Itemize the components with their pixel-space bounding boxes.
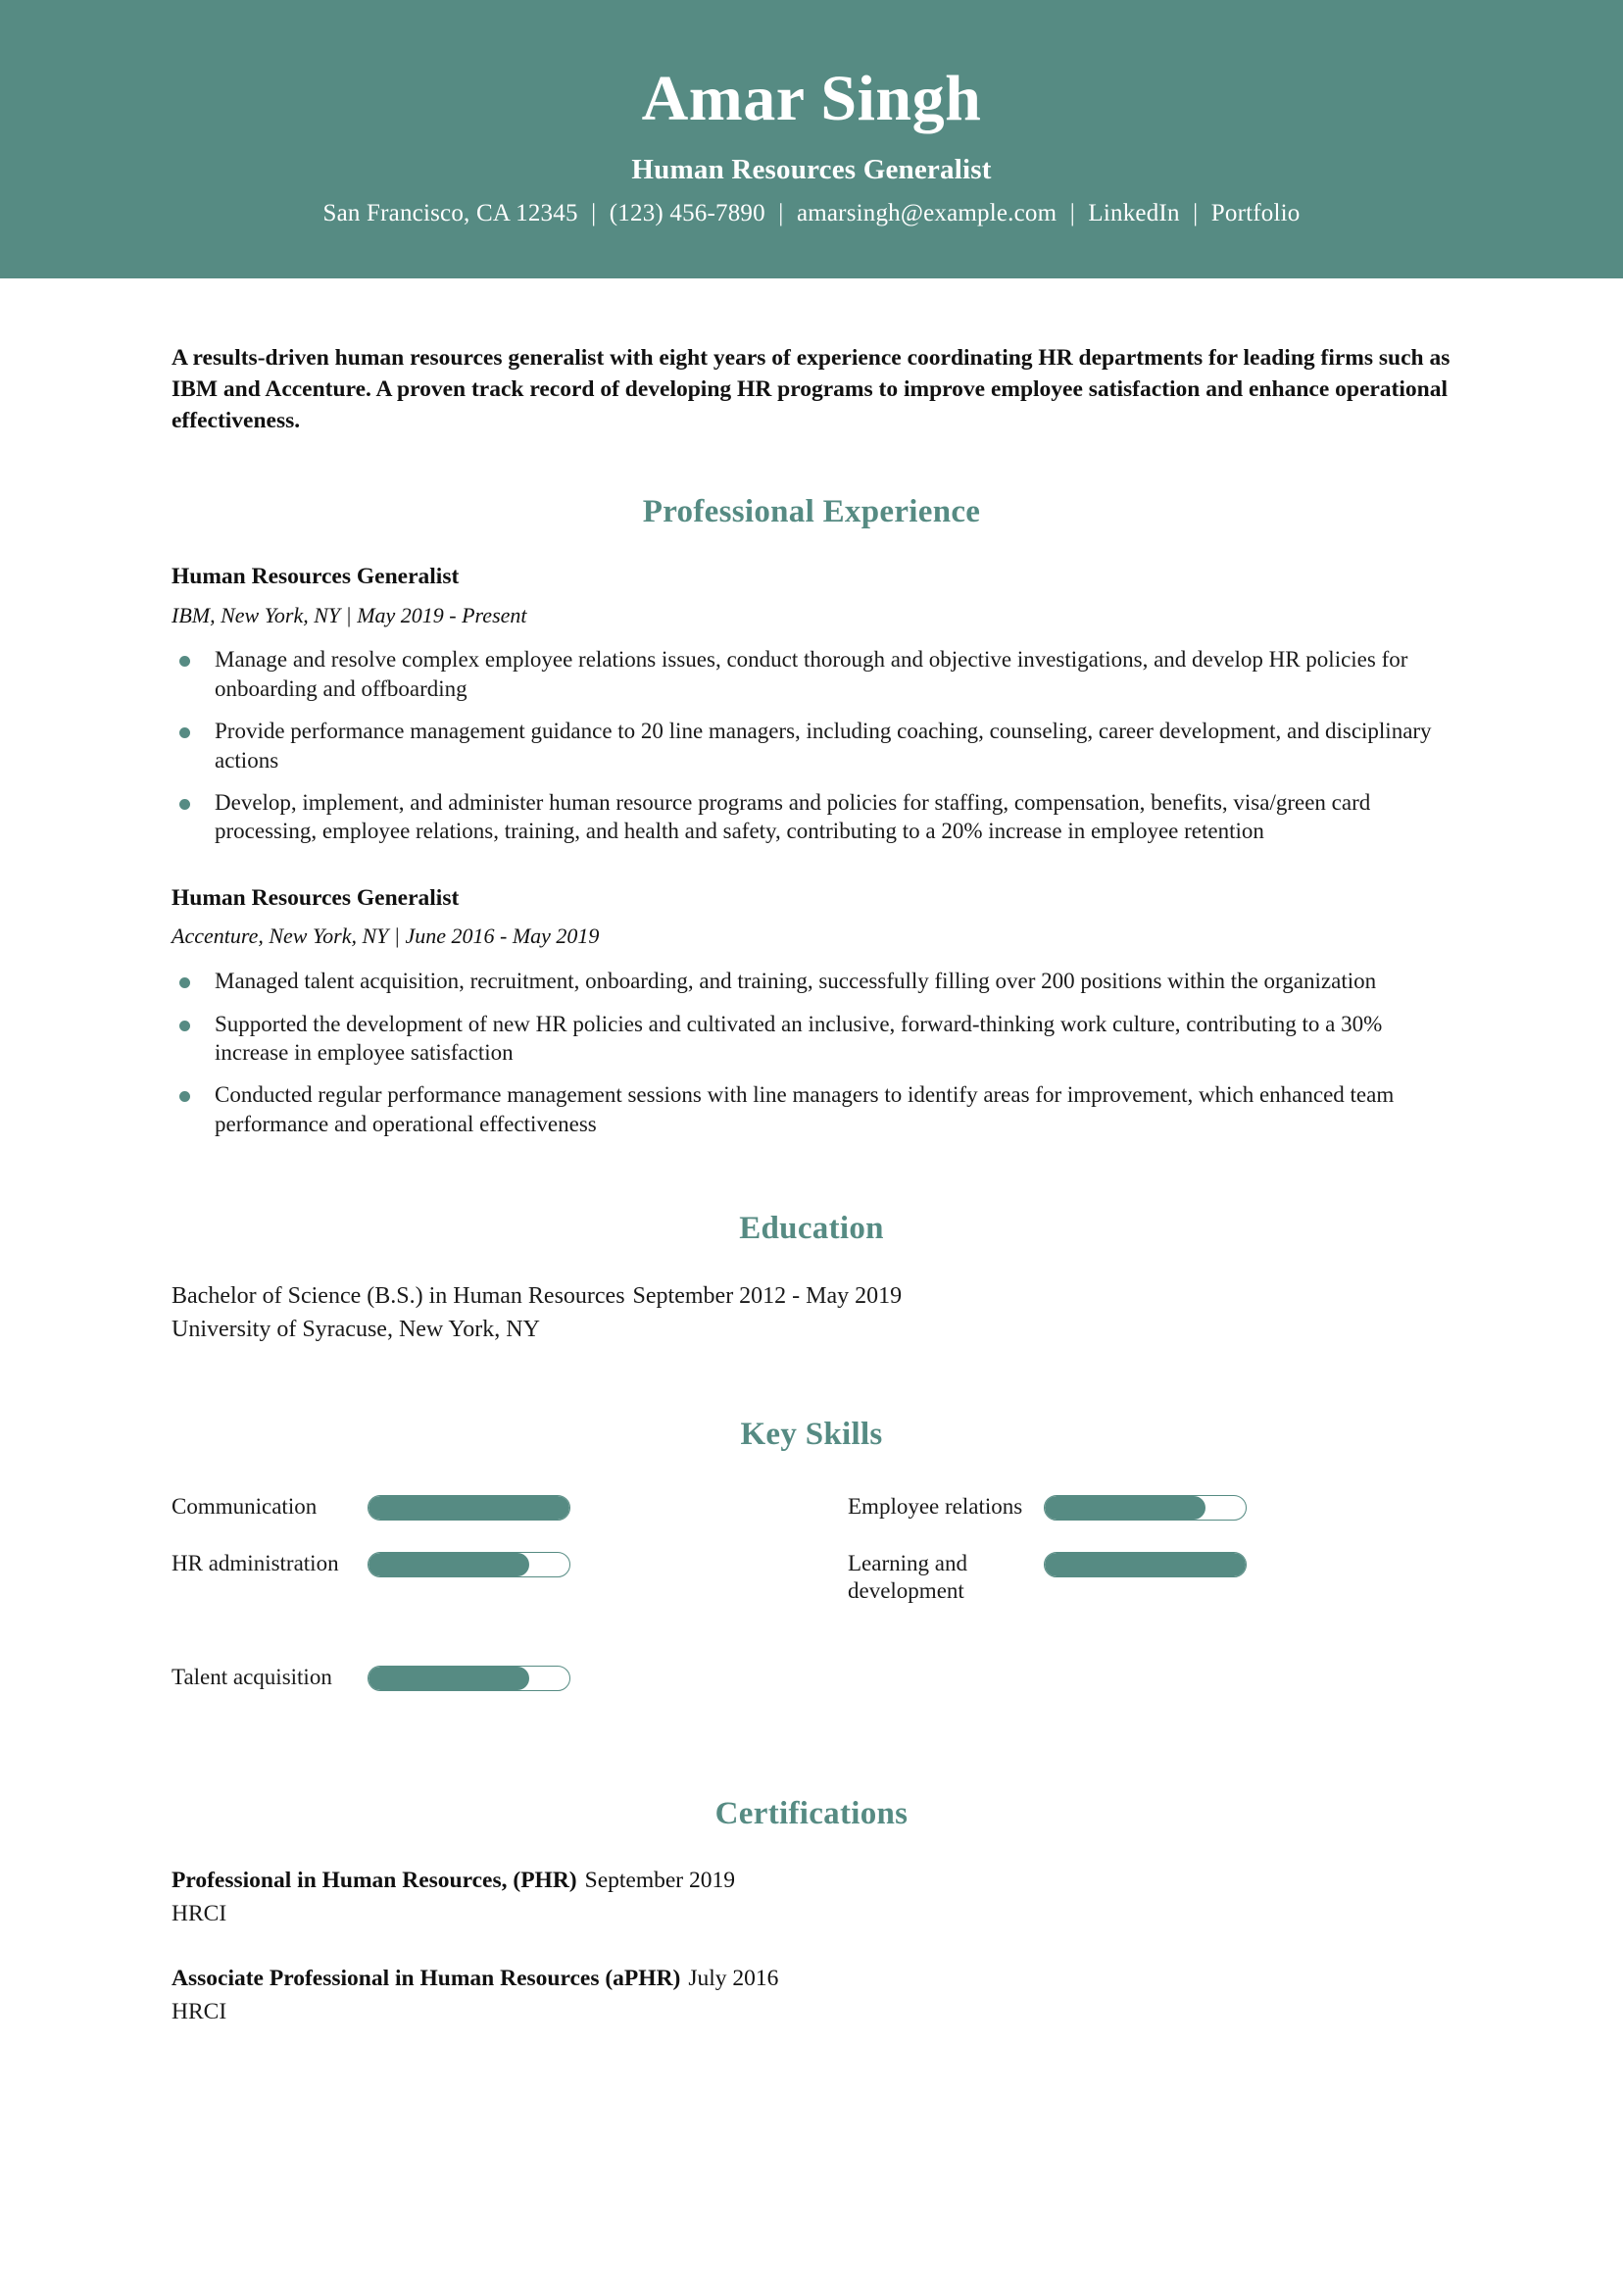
contact-separator-icon: | (591, 200, 597, 227)
education-list (172, 1280, 1451, 1346)
skill-label: HR administration (172, 1551, 339, 1576)
contact-linkedin-link[interactable]: LinkedIn (1088, 200, 1180, 227)
certification-date: July 2016 (688, 1965, 779, 1991)
certification-item (172, 1964, 1451, 2027)
experience-bullet-text: Develop, implement, and administer human resource programs and policies for staffing, compensation, benefits, visa/green card processing, employee relations, training, and health and safety, contributing to a 20% increase in employee retention (215, 790, 1371, 844)
skill-row (848, 1549, 1451, 1603)
contact-line (0, 200, 1623, 227)
skill-label: Employee relations (848, 1494, 1023, 1520)
skill-level-fill (1045, 1553, 1246, 1576)
experience-bullet-text: Provide performance management guidance to 20 line managers, including coaching, counseling, career development, and disciplinary actions (215, 719, 1432, 773)
skill-level-bar (368, 1666, 570, 1691)
skill-row (848, 1492, 1451, 1535)
contact-location: San Francisco, CA 12345 (322, 200, 578, 227)
skill-label: Learning and development (848, 1551, 967, 1603)
contact-phone[interactable]: (123) 456-7890 (609, 200, 765, 227)
professional-summary: A results-driven human resources generalist with eight years of experience coordinating HR departments for leading firms such as IBM and Accenture. A proven track record of developing HR programs to improve employee satisfaction and enhance operational effectiveness. (172, 345, 1451, 434)
skill-label-empty (172, 1606, 368, 1607)
resume-body (0, 343, 1623, 2282)
experience-list (172, 562, 1451, 1138)
experience-bullet-text: Conducted regular performance management sessions with line managers to identify areas for improvement, which enhanced team performance and operational effectiveness (215, 1082, 1395, 1136)
skill-label: Communication (172, 1494, 318, 1520)
education-item-degree-line (172, 1280, 1451, 1314)
contact-separator-icon: | (778, 200, 784, 227)
skill-row (172, 1492, 775, 1535)
experience-bullet (172, 1010, 1451, 1068)
section-heading-skills: Key Skills (740, 1417, 883, 1453)
certification-issuer: HRCI (172, 1901, 227, 1927)
contact-portfolio-link[interactable]: Portfolio (1210, 200, 1301, 227)
certifications-list (172, 1866, 1451, 2027)
section-heading-education: Education (739, 1211, 884, 1247)
skill-level-fill (369, 1667, 529, 1690)
skill-label: Talent acquisition (172, 1665, 332, 1690)
certification-issuer: HRCI (172, 1998, 227, 2024)
experience-item (172, 562, 1451, 846)
page-bottom-whitespace (172, 2027, 1451, 2282)
experience-role: Human Resources Generalist (172, 884, 460, 911)
resume-header (0, 0, 1623, 278)
education-school: University of Syracuse, New York, NY (172, 1316, 540, 1342)
certification-title-line (172, 1866, 1451, 1897)
bullet-dot-icon (179, 799, 190, 810)
contact-separator-icon: | (1069, 200, 1075, 227)
skill-level-bar (1044, 1495, 1247, 1521)
candidate-job-title: Human Resources Generalist (631, 154, 992, 186)
bullet-dot-icon (179, 1021, 190, 1031)
section-heading-experience: Professional Experience (642, 494, 981, 530)
experience-bullets (172, 967, 1451, 1138)
certification-title: Associate Professional in Human Resources (aPHR) (172, 1965, 681, 1991)
skill-level-fill (1045, 1496, 1205, 1520)
skills-column-right (848, 1492, 1451, 1617)
candidate-name: Amar Singh (641, 63, 982, 134)
experience-bullet (172, 645, 1451, 703)
skill-level-fill (369, 1496, 569, 1520)
skill-row (172, 1549, 775, 1592)
bullet-dot-icon (179, 727, 190, 738)
bullet-dot-icon (179, 656, 190, 667)
skill-row (172, 1663, 775, 1706)
skill-level-bar (1044, 1552, 1247, 1577)
skill-level-bar (368, 1552, 570, 1577)
experience-bullets (172, 645, 1451, 846)
skill-level-fill (369, 1553, 529, 1576)
experience-meta: Accenture, New York, NY | June 2016 - May 2019 (172, 923, 600, 949)
experience-bullet (172, 967, 1451, 995)
certification-title-line (172, 1964, 1451, 1995)
experience-bullet-text: Supported the development of new HR policies and cultivated an inclusive, forward-thinking work culture, contributing to a 30% increase in employee satisfaction (215, 1011, 1383, 1065)
skill-level-bar (368, 1495, 570, 1521)
skill-row-spacer (172, 1606, 775, 1649)
contact-email[interactable]: amarsingh@example.com (796, 200, 1057, 227)
education-dates: September 2012 - May 2019 (632, 1283, 903, 1310)
certification-title: Professional in Human Resources, (PHR) (172, 1868, 577, 1894)
experience-role: Human Resources Generalist (172, 564, 460, 590)
contact-separator-icon: | (1193, 200, 1199, 227)
education-degree: Bachelor of Science (B.S.) in Human Resources (172, 1283, 625, 1310)
skills-grid (172, 1492, 1451, 1720)
bullet-dot-icon (179, 977, 190, 988)
experience-bullet (172, 717, 1451, 774)
experience-bullet-text: Manage and resolve complex employee relations issues, conduct thorough and objective investigations, and develop HR policies for onboarding and offboarding (215, 647, 1408, 701)
skills-column-left (172, 1492, 775, 1720)
certification-date: September 2019 (584, 1868, 736, 1894)
experience-bullet (172, 1080, 1451, 1138)
bullet-dot-icon (179, 1091, 190, 1102)
experience-item (172, 883, 1451, 1138)
section-heading-certifications: Certifications (714, 1796, 909, 1832)
experience-bullet-text: Managed talent acquisition, recruitment, onboarding, and training, successfully filling over 200 positions within the organization (215, 969, 1377, 994)
experience-meta: IBM, New York, NY | May 2019 - Present (172, 602, 527, 627)
certification-item (172, 1866, 1451, 1929)
experience-bullet (172, 788, 1451, 846)
